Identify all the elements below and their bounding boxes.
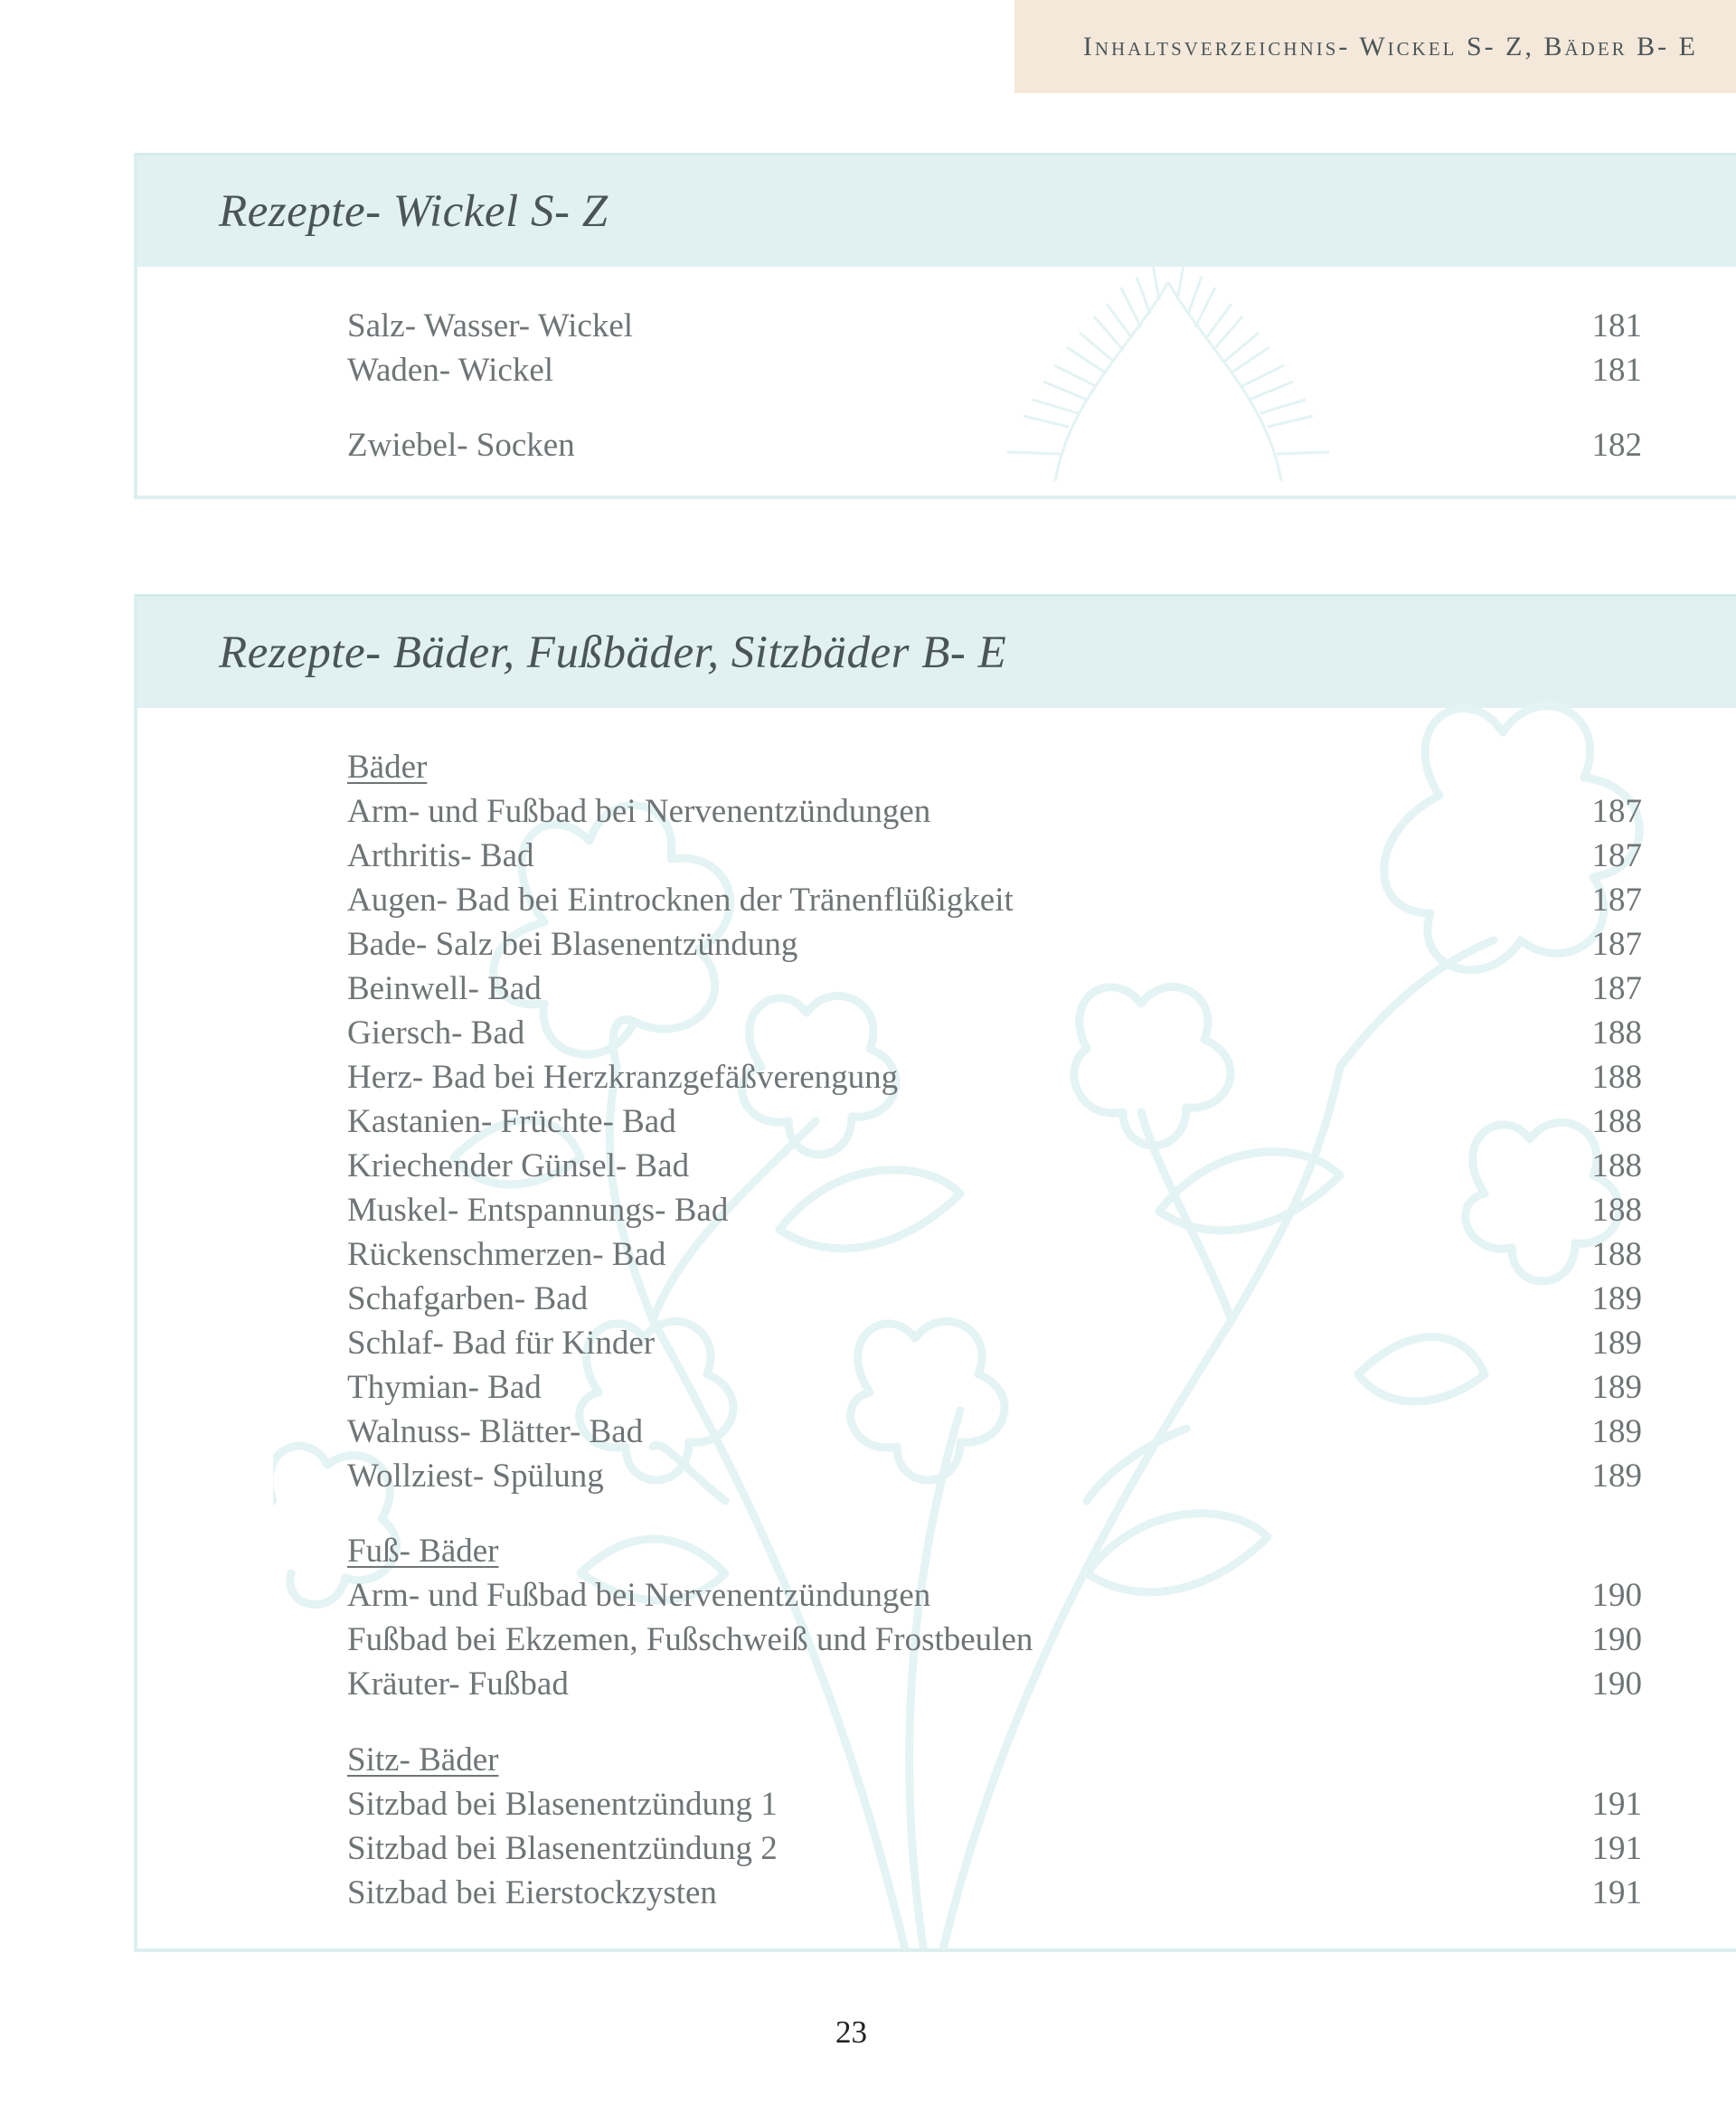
toc-entry[interactable] xyxy=(347,1277,1642,1321)
toc-entry[interactable] xyxy=(347,1055,1642,1099)
toc-entry-page: 187 xyxy=(1591,970,1642,1007)
toc-entry-page: 191 xyxy=(1591,1874,1642,1911)
toc-entry-label: Beinwell- Bad xyxy=(347,970,542,1007)
section-title: Rezepte- Wickel S- Z xyxy=(219,185,609,237)
toc-entry-page: 187 xyxy=(1591,882,1642,919)
toc-entry[interactable] xyxy=(347,834,1642,878)
toc-entry[interactable] xyxy=(347,878,1642,922)
toc-entry[interactable] xyxy=(347,1410,1642,1454)
toc-entry-label: Arm- und Fußbad bei Nervenentzündungen xyxy=(347,793,931,830)
toc-entry-label: Giersch- Bad xyxy=(347,1014,525,1052)
toc-entry[interactable] xyxy=(347,1871,1642,1915)
toc-entry-label: Sitzbad bei Blasenentzündung 1 xyxy=(347,1786,778,1823)
toc-entry-page: 188 xyxy=(1591,1059,1642,1096)
toc-entry-label: Bade- Salz bei Blasenentzündung xyxy=(347,926,798,963)
toc-entry[interactable] xyxy=(347,1662,1642,1706)
toc-entry-page: 191 xyxy=(1591,1786,1642,1823)
toc-entry-label: Sitzbad bei Eierstockzysten xyxy=(347,1874,717,1911)
toc-category: Fuß- Bäder xyxy=(347,1533,499,1570)
toc-entry-page: 190 xyxy=(1591,1621,1642,1658)
toc-entry-page: 189 xyxy=(1591,1280,1642,1317)
toc-entry-page: 190 xyxy=(1591,1665,1642,1703)
toc-category: Sitz- Bäder xyxy=(347,1741,499,1778)
toc-entry[interactable] xyxy=(347,1188,1642,1232)
toc-entry-page: 181 xyxy=(1591,352,1642,389)
toc-category: Bäder xyxy=(347,749,428,786)
toc-entry[interactable] xyxy=(347,922,1642,967)
toc-entry[interactable] xyxy=(347,1011,1642,1055)
toc-entry-label: Fußbad bei Ekzemen, Fußschweiß und Frostbeulen xyxy=(347,1621,1033,1658)
running-header-title: Inhaltsverzeichnis- Wickel S- Z, Bäder B- E xyxy=(1082,31,1698,61)
toc-entry[interactable] xyxy=(347,1365,1642,1410)
toc-entry-page: 190 xyxy=(1591,1577,1642,1614)
toc-entry-page: 189 xyxy=(1591,1369,1642,1406)
toc-entry-page: 187 xyxy=(1591,793,1642,830)
toc-entry-label: Walnuss- Blätter- Bad xyxy=(347,1413,644,1450)
toc-entry[interactable] xyxy=(347,1321,1642,1365)
toc-entry-page: 188 xyxy=(1591,1147,1642,1184)
toc-entry-page: 189 xyxy=(1591,1413,1642,1450)
toc-entry[interactable] xyxy=(347,423,1642,467)
toc-entry-page: 187 xyxy=(1591,926,1642,963)
toc-entry[interactable] xyxy=(347,1232,1642,1277)
toc-entry-page: 189 xyxy=(1591,1325,1642,1362)
section-header xyxy=(137,597,1736,708)
toc-entry[interactable] xyxy=(347,1782,1642,1826)
toc-section-wickel xyxy=(134,153,1736,499)
toc-entry-label: Herz- Bad bei Herzkranzgefäßverengung xyxy=(347,1059,899,1096)
toc-entry[interactable] xyxy=(347,1618,1642,1662)
toc-entry[interactable] xyxy=(347,1826,1642,1871)
toc-entry-label: Arthritis- Bad xyxy=(347,837,534,874)
toc-entry[interactable] xyxy=(347,1099,1642,1144)
toc-entry-page: 188 xyxy=(1591,1236,1642,1273)
toc-entry[interactable] xyxy=(347,1454,1642,1498)
toc-entry[interactable] xyxy=(347,789,1642,834)
toc-entry-label: Muskel- Entspannungs- Bad xyxy=(347,1192,729,1229)
toc-entry-label: Arm- und Fußbad bei Nervenentzündungen xyxy=(347,1577,931,1614)
toc-entry-label: Wollziest- Spülung xyxy=(347,1458,604,1495)
toc-entry-label: Salz- Wasser- Wickel xyxy=(347,307,634,344)
toc-entry-label: Schlaf- Bad für Kinder xyxy=(347,1325,656,1362)
page-number: 23 xyxy=(835,2014,867,2050)
toc-entry-label: Thymian- Bad xyxy=(347,1369,542,1406)
toc-entry-label: Zwiebel- Socken xyxy=(347,427,575,464)
toc-entry-page: 187 xyxy=(1591,837,1642,874)
toc-entry[interactable] xyxy=(347,1573,1642,1618)
toc-entry[interactable] xyxy=(347,1144,1642,1188)
running-header xyxy=(1014,0,1736,93)
toc-entry[interactable] xyxy=(347,967,1642,1011)
toc-entry-label: Kastanien- Früchte- Bad xyxy=(347,1103,676,1140)
section-title: Rezepte- Bäder, Fußbäder, Sitzbäder B- E xyxy=(219,627,1007,678)
toc-entry-page: 188 xyxy=(1591,1014,1642,1052)
toc-entry-page: 188 xyxy=(1591,1103,1642,1140)
toc-entry-label: Rückenschmerzen- Bad xyxy=(347,1236,666,1273)
toc-entry-page: 189 xyxy=(1591,1458,1642,1495)
toc-entry-page: 182 xyxy=(1591,427,1642,464)
toc-entry[interactable] xyxy=(347,348,1642,392)
toc-entry[interactable] xyxy=(347,304,1642,348)
toc-entry-page: 188 xyxy=(1591,1192,1642,1229)
toc-entry-page: 191 xyxy=(1591,1830,1642,1867)
toc-entry-label: Sitzbad bei Blasenentzündung 2 xyxy=(347,1830,778,1867)
toc-entry-label: Waden- Wickel xyxy=(347,352,554,389)
toc-entry-label: Augen- Bad bei Eintrocknen der Tränenflüßigkeit xyxy=(347,882,1014,919)
toc-entry-label: Kriechender Günsel- Bad xyxy=(347,1147,690,1184)
toc-entry-label: Kräuter- Fußbad xyxy=(347,1665,569,1703)
toc-entry-page: 181 xyxy=(1591,307,1642,344)
section-header xyxy=(137,156,1736,267)
toc-section-baeder xyxy=(134,594,1736,1952)
toc-entry-label: Schafgarben- Bad xyxy=(347,1280,589,1317)
